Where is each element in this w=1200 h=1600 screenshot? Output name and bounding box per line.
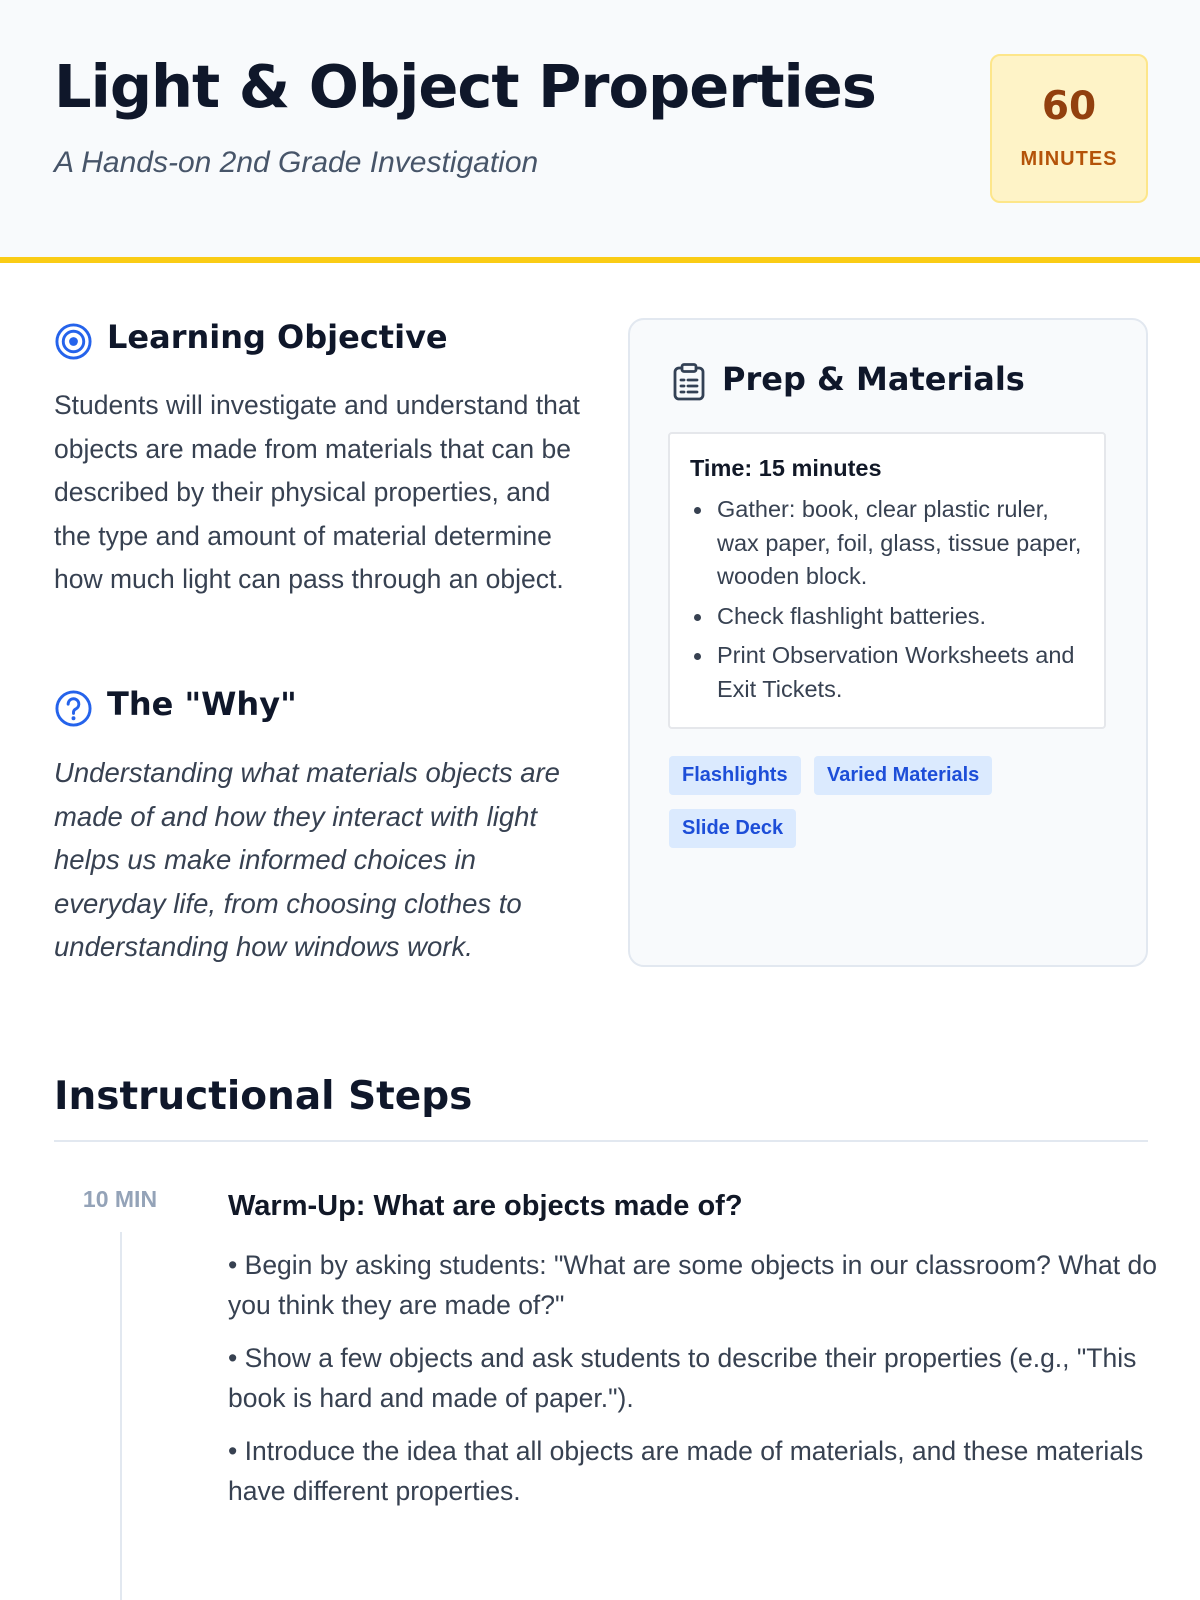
prep-time: Time: 15 minutes bbox=[690, 455, 882, 481]
list-item: • Begin by asking students: "What are some objects in our classroom? What do you think they are made of?" bbox=[228, 1250, 1157, 1320]
duration-unit: MINUTES bbox=[1020, 148, 1118, 170]
duration-value: 60 bbox=[1041, 84, 1097, 129]
why-heading: The "Why" bbox=[107, 685, 297, 723]
tag-flashlights: Flashlights bbox=[669, 756, 801, 795]
step-title: Warm-Up: What are objects made of? bbox=[228, 1190, 743, 1222]
tag-slide-deck: Slide Deck bbox=[669, 809, 796, 848]
lesson-header bbox=[0, 0, 1200, 263]
why-text: Understanding what materials objects are made of and how they interact with light helps us make informed choices in everyday life, from choosing clothes to understanding how windows work. bbox=[54, 757, 560, 962]
list-item: Gather: book, clear plastic ruler, wax paper, foil, glass, tissue paper, wooden block. bbox=[717, 493, 1097, 594]
objective-text: Students will investigate and understand that objects are made from materials that can be described by their physical properties, and the type and amount of material determine how much light can pass through an object. bbox=[54, 390, 580, 594]
objective-heading: Learning Objective bbox=[107, 318, 448, 356]
target-icon bbox=[54, 322, 93, 361]
clipboard-icon bbox=[670, 362, 708, 402]
question-circle-icon bbox=[54, 689, 93, 728]
page-title: Light & Object Properties bbox=[54, 52, 876, 121]
duration-badge bbox=[990, 54, 1148, 203]
divider bbox=[54, 1140, 1148, 1142]
page-subtitle: A Hands-on 2nd Grade Investigation bbox=[54, 146, 539, 179]
list-item: Check flashlight batteries. bbox=[717, 600, 1097, 634]
list-item: • Introduce the idea that all objects are made of materials, and these materials have different properties. bbox=[228, 1436, 1144, 1506]
list-item: Print Observation Worksheets and Exit Tickets. bbox=[717, 639, 1097, 706]
step-duration: 10 MIN bbox=[82, 1186, 158, 1212]
list-item: • Show a few objects and ask students to describe their properties (e.g., "This book is hard and made of paper."). bbox=[228, 1343, 1137, 1413]
timeline-line bbox=[120, 1232, 122, 1600]
tag-varied-materials: Varied Materials bbox=[814, 756, 992, 795]
prep-heading: Prep & Materials bbox=[722, 360, 1025, 398]
steps-heading: Instructional Steps bbox=[54, 1074, 473, 1119]
prep-checklist bbox=[717, 493, 1097, 712]
step-points bbox=[228, 1245, 1158, 1524]
